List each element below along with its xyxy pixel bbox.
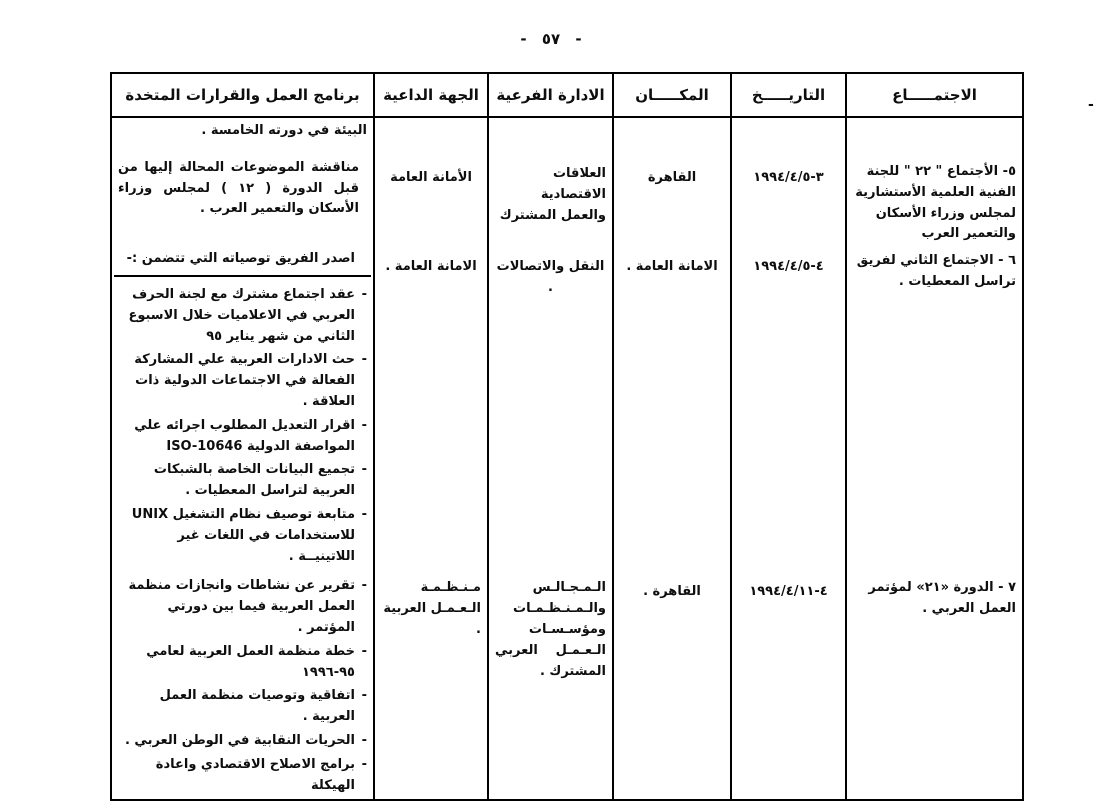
meeting-title: ٥- الأجتماع " ٢٢ " للجنة الفنية العلمية الأستشارية لمجلس وزراء الأسكان والتعمير العرب [855, 164, 1016, 242]
meeting-title: ٧ - الدورة «٢١» لمؤتمر العمل العربي . [868, 580, 1016, 617]
inviting-body: الأمانة العامة [390, 170, 472, 185]
page-number: - ٥٧ - [520, 30, 582, 48]
program-item [118, 686, 367, 728]
header-program: برنامج العمل والقرارات المتخدة [111, 73, 374, 117]
meeting-place: القاهرة [647, 170, 697, 185]
meetings-table [110, 72, 1024, 801]
table-row [111, 570, 1023, 800]
program-item-text: تجميع البيانات الخاصة بالشبكات العربية لتراسل المعطيات . [153, 462, 355, 499]
bullet-dash: - [361, 756, 367, 772]
program-item-text: متابعة توصيف نظام التشغيل UNIX للاستخدامات في اللغات غير اللاتينيــة . [131, 506, 355, 564]
meeting-place: القاهرة . [643, 584, 701, 600]
header-inviting-body: الجهة الداعية [374, 73, 488, 117]
margin-mark: - [1088, 97, 1094, 113]
program-item [118, 285, 367, 347]
program-item-text: برامج الاصلاح الاقتصادي واعادة الهيكلة [155, 756, 355, 793]
program-item-text: تقرير عن نشاطات وانجازات منظمة العمل العربية فيما بين دورتي المؤتمر . [128, 578, 355, 635]
meeting-date: ١٩٩٤/٤/٥-٣ [753, 170, 824, 185]
bullet-dash: - [361, 286, 367, 302]
program-item-text: خطة منظمة العمل العربية لعامي ٩٥-١٩٩٦ [146, 643, 355, 680]
table-row [111, 117, 1023, 245]
header-sub-department: الادارة الفرعية [488, 73, 613, 117]
meeting-place: الامانة العامة . [626, 259, 718, 275]
sub-department: العلاقات الاقتصادية والعمل المشترك [499, 166, 606, 223]
program-item-text: حث الادارات العربية علي المشاركة الفعالة في الاجتماعات الدولية ذات العلاقة . [134, 352, 355, 409]
program-item [118, 755, 367, 797]
bullet-dash: - [361, 417, 367, 433]
sub-department: الـمـجـالـس والـمـنـظـمـات ومؤسـسـات الـعـمـل العربي المشترك . [495, 580, 606, 679]
header-meeting: الاجتمـــــاع [846, 73, 1023, 117]
meeting-date: ١٩٩٤/٤/١١-٤ [749, 584, 828, 600]
table-header-row [111, 73, 1023, 117]
program-item-text: الحريات النقابية في الوطن العربي . [124, 732, 355, 748]
header-place: المكـــــان [613, 73, 731, 117]
bullet-dash: - [361, 578, 367, 594]
program-item-text: اتفاقية وتوصيات منظمة العمل العربية . [159, 688, 355, 725]
program-item-text: عقد اجتماع مشترك مع لجنة الحرف العربي في الاعلاميات خلال الاسبوع الثاني من شهر يناير ٩٥ [128, 286, 355, 344]
meeting-title: ٦ - الاجتماع الثاني لفريق تراسل المعطيات . [856, 253, 1016, 289]
bullet-dash: - [361, 462, 367, 478]
program-carryover-text: البيئة في دورته الخامسة . [201, 123, 367, 138]
program-item [118, 576, 367, 638]
program-item [118, 350, 367, 412]
program-item [118, 642, 367, 684]
sub-department: النقل والاتصالات . [496, 259, 605, 295]
header-date: التاريـــــخ [731, 73, 846, 117]
program-item [118, 416, 367, 458]
divider-line [114, 275, 371, 277]
program-paragraph: مناقشة الموضوعات المحالة إليها من قبل الدورة ( ١٢ ) لمجلس وزراء الأسكان والتعمير العرب . [118, 159, 359, 217]
bullet-dash: - [361, 732, 367, 748]
bullet-dash: - [361, 352, 367, 368]
program-intro: اصدر الفريق توصياته التي تتضمن :- [126, 251, 355, 267]
bullet-dash: - [361, 688, 367, 704]
meeting-date: ١٩٩٤/٤/٥-٤ [753, 259, 824, 275]
inviting-body: مـنـظـمـة الـعـمـل العربية . [383, 580, 481, 637]
inviting-body: الامانة العامة . [385, 259, 477, 275]
program-item [118, 460, 367, 502]
program-item [118, 731, 367, 752]
table-row [111, 245, 1023, 570]
program-item [118, 505, 367, 567]
program-item-text: اقرار التعديل المطلوب اجرائه علي المواصفة الدولية ISO-10646 [134, 417, 355, 454]
bullet-dash: - [361, 643, 367, 659]
bullet-dash: - [361, 506, 367, 522]
